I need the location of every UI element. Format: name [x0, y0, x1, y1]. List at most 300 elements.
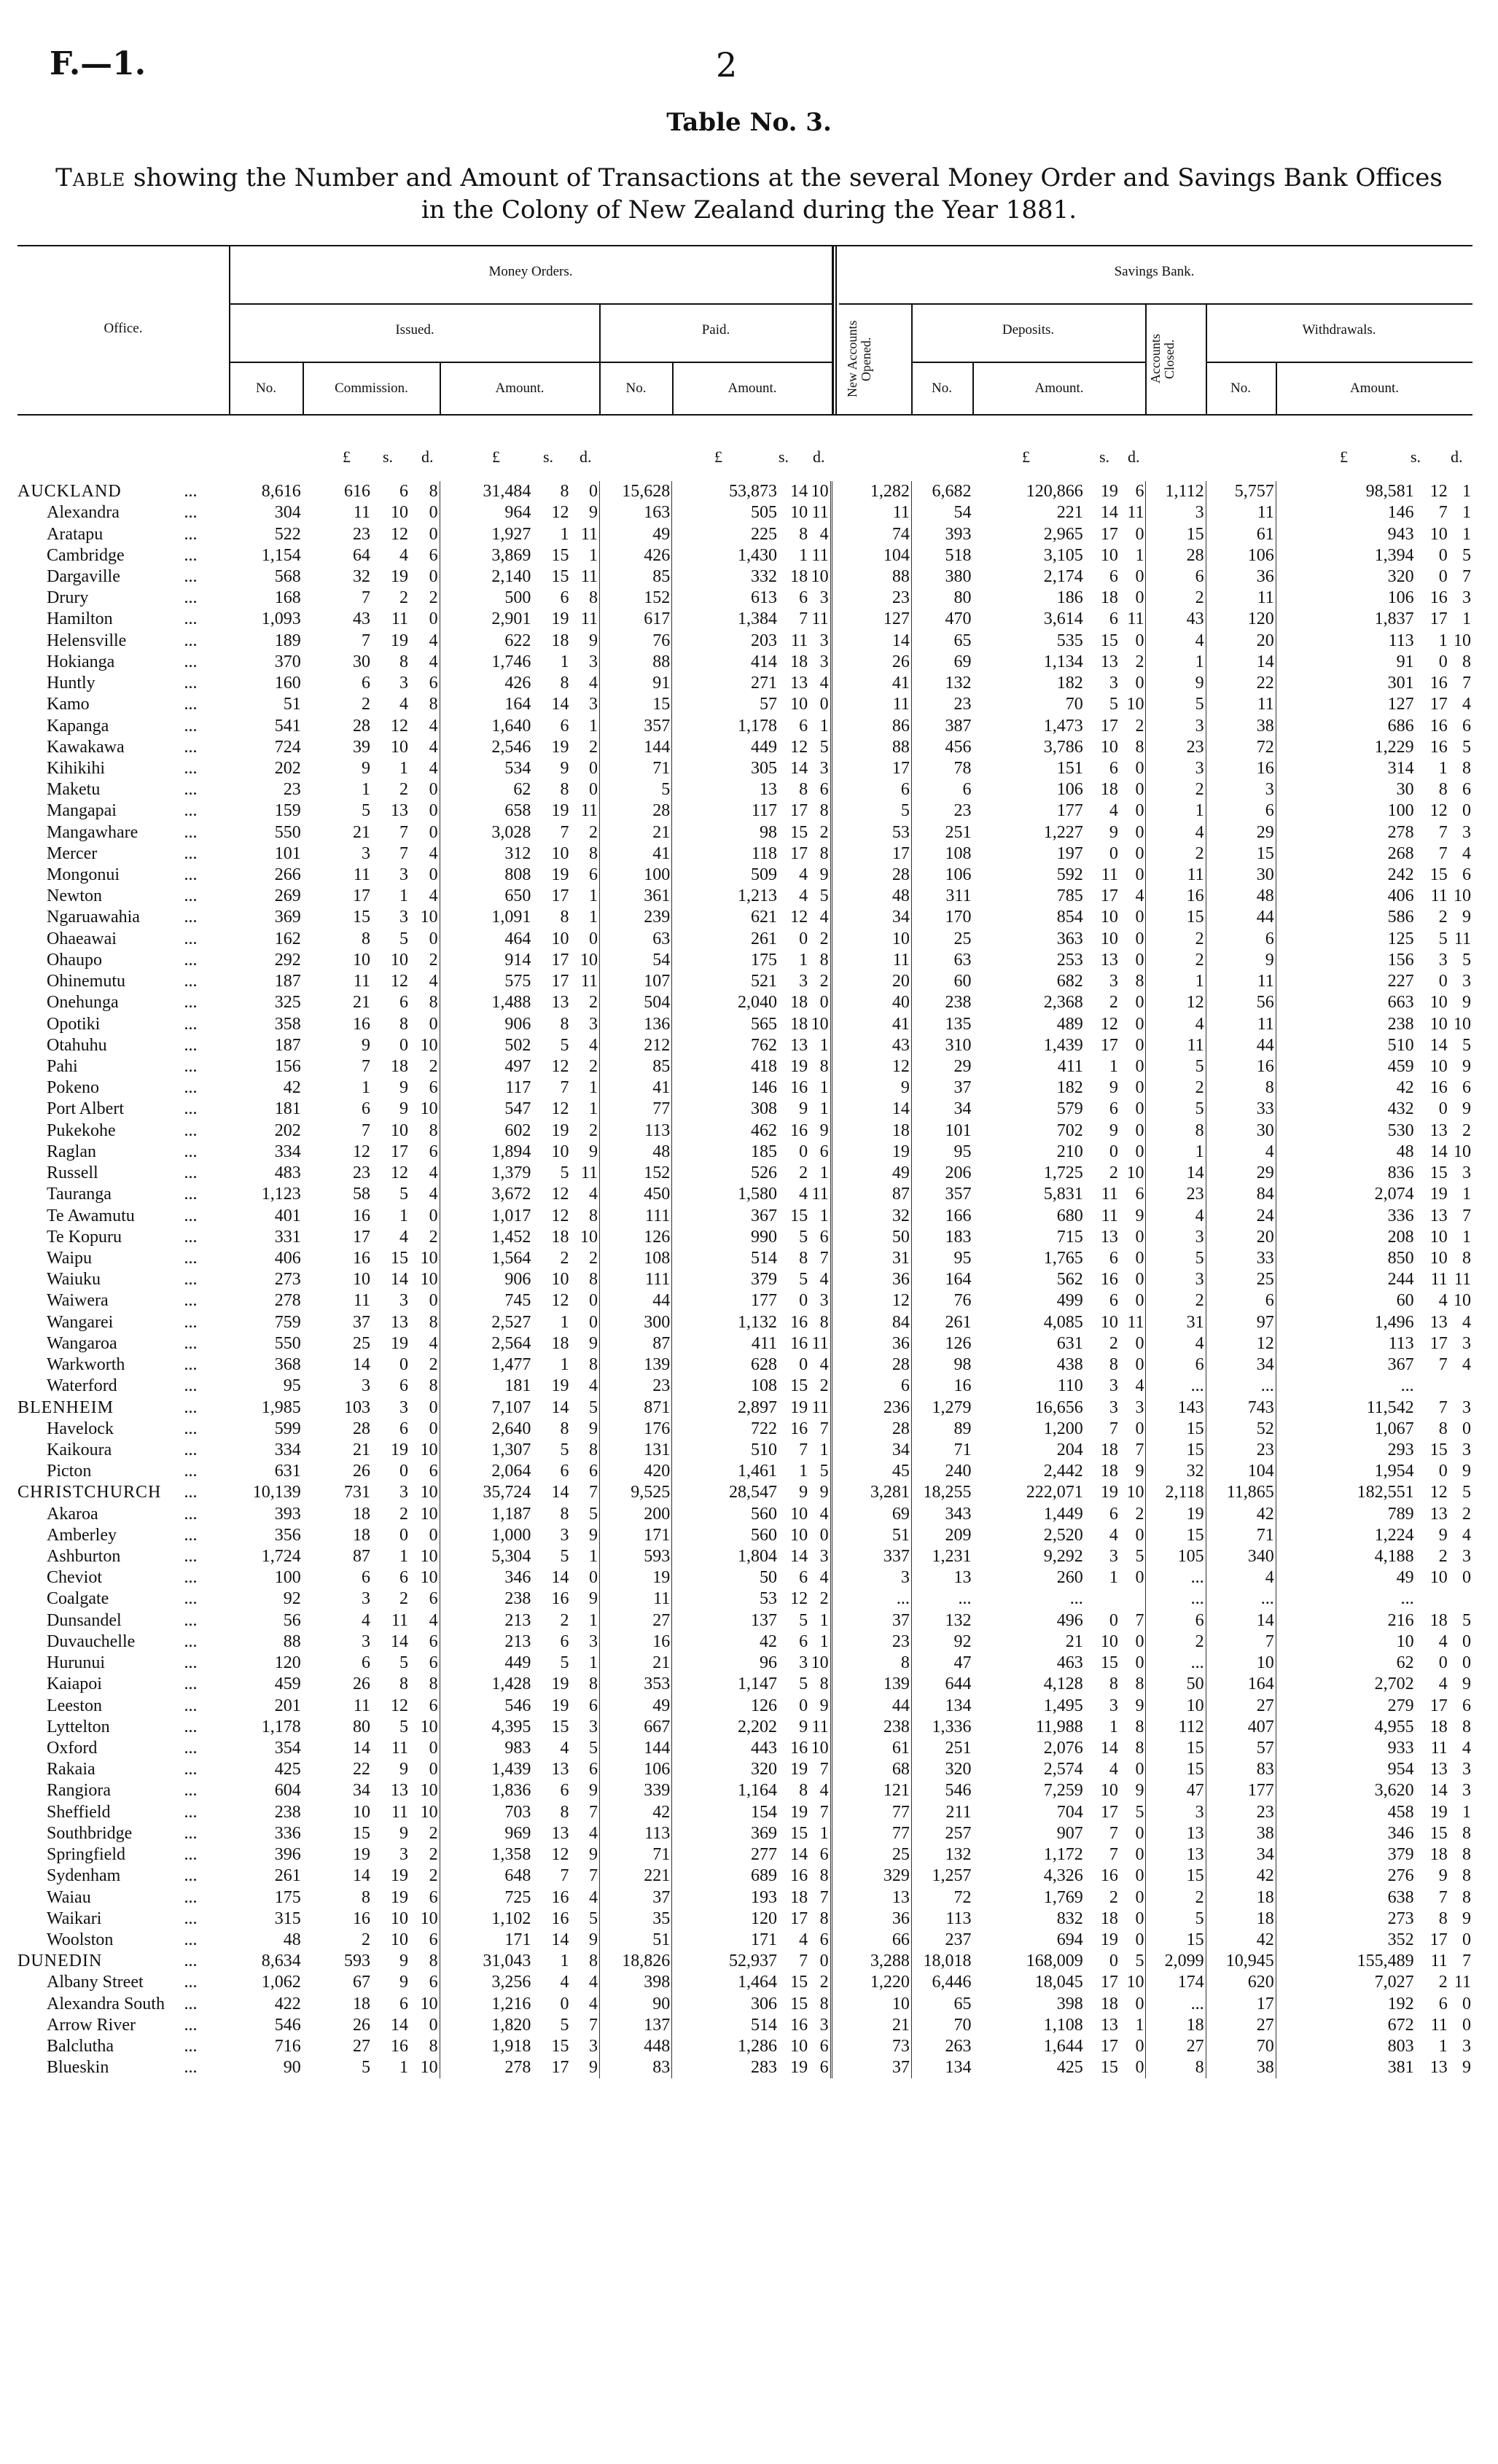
office-name: Hokianga [47, 652, 115, 671]
value-cell: 336 [274, 1823, 301, 1843]
value-cell: 7,107 [491, 1397, 531, 1417]
value-cell: 0 [1462, 1653, 1471, 1673]
office-cell [17, 1823, 179, 1844]
office-name: Onehunga [47, 993, 119, 1013]
value-cell: 1,837 [1374, 609, 1414, 629]
value-cell: 0 [570, 779, 599, 800]
office-name: Ashburton [47, 1547, 121, 1567]
value-cell: 134 [945, 2058, 972, 2078]
office-name: Dunsandel [47, 1610, 122, 1630]
value-cell: 6 [1109, 1504, 1118, 1524]
value-cell: 432 [1387, 1099, 1414, 1119]
value-cell: 9 [399, 1078, 409, 1098]
office-cell [17, 1610, 179, 1631]
value-cell: 4 [570, 1972, 599, 1993]
value-cell: 2 [1146, 588, 1206, 609]
value-cell: 8 [410, 1312, 440, 1333]
value-cell: 1 [560, 524, 569, 544]
value-cell: 15 [600, 694, 672, 715]
value-cell: 10 [410, 1099, 440, 1120]
value-cell: 10 [831, 1994, 911, 2015]
value-cell: 113 [1388, 1333, 1414, 1353]
leader-dots: ... [184, 1057, 198, 1077]
value-cell: 11 [809, 1717, 831, 1738]
value-cell: 8 [1438, 1909, 1448, 1928]
value-cell: 6 [410, 1077, 440, 1099]
value-cell: 8 [831, 1653, 911, 1674]
value-cell: 146 [1387, 503, 1414, 523]
leader-dots: ... [184, 1973, 198, 1992]
value-cell: 1 [1120, 2015, 1146, 2036]
value-cell: 2 [361, 695, 370, 714]
value-cell: 7 [570, 2015, 599, 2036]
value-cell: 1,216 [491, 1994, 531, 2013]
value-cell: 137 [600, 2015, 672, 2036]
office-name: Helensville [47, 631, 127, 650]
value-cell: 2,702 [1374, 1674, 1414, 1694]
value-cell: 60 [953, 972, 972, 991]
value-cell: 3 [799, 972, 808, 991]
value-cell: 41 [600, 843, 672, 865]
unit-pound: £ [714, 448, 722, 466]
value-cell: 90 [600, 1994, 672, 2015]
value-cell: 0 [799, 929, 808, 948]
value-cell: 17 [1100, 886, 1118, 906]
value-cell: 3 [560, 1525, 569, 1545]
value-cell: 95 [953, 1142, 972, 1161]
value-cell: 23 [283, 780, 301, 800]
value-cell: 10 [410, 1994, 440, 2015]
value-cell: 0 [1462, 1419, 1471, 1438]
value-cell: 14 [790, 482, 808, 502]
value-cell: 98 [953, 1355, 972, 1375]
value-cell: 45 [831, 1461, 911, 1482]
value-cell: 547 [504, 1099, 531, 1119]
value-cell: 0 [1120, 1056, 1146, 1077]
value-cell: 0 [1120, 1035, 1146, 1056]
value-cell: 1 [1462, 482, 1471, 502]
value-cell: 575 [504, 972, 531, 991]
value-cell: 628 [751, 1355, 777, 1375]
value-cell: 8 [410, 694, 440, 715]
value-cell: 379 [751, 1270, 777, 1290]
value-cell: 0 [809, 1525, 831, 1546]
leader-dots: ... [184, 886, 198, 906]
value-cell: 14 [551, 1568, 569, 1588]
office-cell [17, 2036, 179, 2057]
value-cell: 5 [1146, 1099, 1206, 1120]
table-row [17, 1844, 1472, 1865]
value-cell: 273 [274, 1270, 301, 1290]
leader-dots: ... [184, 1674, 198, 1694]
value-cell: 10 [1206, 1653, 1276, 1674]
value-cell: 34 [352, 1781, 370, 1801]
value-cell: 4 [809, 1780, 831, 1801]
value-cell: 1 [1462, 1802, 1471, 1822]
value-cell: 1 [809, 1205, 831, 1226]
value-cell: 489 [1056, 1014, 1083, 1034]
value-cell: 14 [1206, 652, 1276, 673]
value-cell: 28,547 [729, 1483, 777, 1502]
table-row [17, 1142, 1472, 1163]
office-name: AUCKLAND [17, 482, 122, 502]
value-cell: 367 [1387, 1355, 1414, 1375]
value-cell: 17 [391, 1142, 409, 1161]
value-cell: 0 [1120, 907, 1146, 928]
value-cell: 0 [1438, 1462, 1448, 1481]
value-cell: 19 [831, 1142, 911, 1163]
value-cell: 77 [831, 1823, 911, 1844]
transactions-table [17, 481, 1472, 2078]
value-cell: 9 [1462, 1057, 1471, 1077]
value-cell: 459 [1387, 1057, 1414, 1077]
value-cell: 210 [1056, 1142, 1083, 1161]
office-name: Tauranga [47, 1185, 112, 1204]
value-cell: 1,229 [1374, 737, 1414, 757]
value-cell: 6 [799, 588, 808, 608]
table-number: Table No. 3. [666, 108, 832, 137]
value-cell: 11 [1206, 971, 1276, 992]
value-cell: 6 [1206, 800, 1276, 822]
office-name: Dargaville [47, 566, 120, 586]
table-row [17, 907, 1472, 928]
value-cell: 7 [560, 1866, 569, 1886]
value-cell: 0 [1120, 1269, 1146, 1290]
office-cell [17, 1248, 179, 1269]
value-cell: 6 [809, 779, 831, 800]
office-name: Rangiora [47, 1781, 111, 1801]
value-cell: 117 [505, 1078, 531, 1098]
value-cell: 92 [953, 1631, 972, 1651]
value-cell: 470 [945, 609, 972, 629]
value-cell: 3 [809, 1546, 831, 1567]
value-cell: 89 [953, 1419, 972, 1438]
value-cell: 60 [1396, 1291, 1414, 1311]
value-cell: 4 [560, 1973, 569, 1992]
value-cell: 0 [410, 523, 440, 545]
value-cell: 9 [570, 631, 599, 652]
value-cell: 41 [600, 1077, 672, 1099]
table-row [17, 1780, 1472, 1801]
value-cell: 84 [1206, 1184, 1276, 1205]
value-cell: 3 [1146, 1269, 1206, 1290]
value-cell: 197 [1056, 843, 1083, 863]
office-name: Springfield [47, 1845, 125, 1865]
value-cell: 10 [790, 1504, 808, 1524]
value-cell: 61 [831, 1738, 911, 1759]
value-cell: 88 [600, 652, 672, 673]
value-cell: 34 [953, 1099, 972, 1119]
col-paid-no: No. [625, 381, 647, 396]
value-cell: 0 [410, 1397, 440, 1418]
unit-shilling: s. [543, 448, 554, 466]
value-cell: 163 [600, 502, 672, 523]
money-orders-underline [230, 303, 832, 305]
col-issued-amount: Amount. [495, 381, 545, 396]
table-row [17, 1227, 1472, 1248]
value-cell: 448 [600, 2036, 672, 2057]
value-cell: 51 [283, 695, 301, 714]
value-cell: 381 [1387, 2058, 1414, 2078]
value-cell: 9 [1438, 1866, 1448, 1886]
value-cell: 2,897 [738, 1397, 777, 1417]
value-cell: 565 [751, 1014, 777, 1034]
value-cell: 17 [831, 843, 911, 865]
value-cell: 0 [410, 822, 440, 843]
value-cell: 9 [570, 1419, 599, 1440]
office-name: Blueskin [47, 2058, 109, 2078]
leader-dots: ... [184, 822, 198, 842]
value-cell: 47 [1146, 1780, 1206, 1801]
value-cell: 0 [1120, 1290, 1146, 1311]
value-cell: 26 [831, 652, 911, 673]
value-cell: 0 [560, 1994, 569, 2013]
value-cell: 174 [1146, 1972, 1206, 1993]
value-cell: 209 [945, 1525, 972, 1545]
value-cell: 1 [1438, 2037, 1448, 2056]
value-cell: 16 [790, 1866, 808, 1886]
table-row [17, 2015, 1472, 2036]
value-cell: 177 [751, 1291, 777, 1311]
office-name: Lyttelton [47, 1717, 110, 1736]
issued-underline [230, 362, 600, 363]
value-cell: 1 [560, 652, 569, 671]
unit-shilling: s. [383, 448, 394, 466]
value-cell: 4,085 [1043, 1312, 1083, 1332]
value-cell: 11 [1454, 1973, 1471, 1992]
value-cell: 3 [399, 1291, 409, 1311]
title-lead: Table [55, 163, 126, 192]
value-cell: 3 [570, 1631, 599, 1653]
office-name: Drury [47, 588, 89, 608]
value-cell: 10 [410, 1567, 440, 1588]
value-cell: 0 [570, 758, 599, 779]
value-cell: 42 [600, 1802, 672, 1823]
value-cell: 221 [600, 1865, 672, 1887]
value-cell: 19 [551, 865, 569, 885]
value-cell: 113 [945, 1909, 972, 1928]
value-cell: 20 [831, 971, 911, 992]
value-cell: 4 [799, 1185, 808, 1204]
value-cell: 497 [504, 1057, 531, 1077]
value-cell: 11,988 [1035, 1717, 1083, 1736]
office-cell [17, 1717, 179, 1738]
value-cell: 7 [361, 1057, 370, 1077]
value-cell: 0 [799, 1142, 808, 1161]
value-cell: 1,227 [1043, 822, 1083, 842]
value-cell: 16 [352, 1014, 370, 1034]
header-divider [1206, 305, 1207, 416]
table-row [17, 1738, 1472, 1759]
value-cell: 170 [945, 908, 972, 927]
value-cell: 19 [790, 2058, 808, 2078]
value-cell: 132 [945, 1845, 972, 1865]
value-cell: 10 [391, 503, 409, 523]
table-row [17, 1674, 1472, 1695]
value-cell: 283 [751, 2058, 777, 2078]
value-cell: 15 [551, 545, 569, 565]
leader-dots: ... [184, 1397, 198, 1417]
value-cell: 57 [760, 695, 777, 714]
value-cell: 3 [570, 694, 599, 715]
value-cell: 4 [1206, 1567, 1276, 1588]
value-cell: 101 [274, 843, 301, 863]
value-cell: 30 [1206, 865, 1276, 886]
value-cell: 3 [399, 1483, 409, 1502]
value-cell: 48 [283, 1930, 301, 1949]
header-bottom-rule [17, 414, 1472, 416]
value-cell: 185 [751, 1142, 777, 1161]
value-cell: 181 [504, 1376, 531, 1396]
value-cell: 18,045 [1034, 1973, 1083, 1992]
value-cell: 21 [352, 822, 370, 842]
value-cell: 12 [1206, 1333, 1276, 1354]
value-cell: 808 [504, 865, 531, 885]
value-cell: 743 [1206, 1397, 1276, 1418]
value-cell: 6 [809, 1844, 831, 1865]
value-cell: 4 [570, 1823, 599, 1844]
value-cell: 8 [809, 1674, 831, 1695]
value-cell: 152 [600, 588, 672, 609]
value-cell: 4 [410, 843, 440, 865]
value-cell: 680 [1056, 1206, 1083, 1225]
office-cell [17, 1205, 179, 1226]
value-cell: 8 [399, 1014, 409, 1034]
value-cell: 8 [799, 524, 808, 544]
value-cell: 6 [1462, 780, 1471, 800]
value-cell: 592 [1056, 865, 1083, 885]
table-row [17, 1333, 1472, 1354]
value-cell: 483 [274, 1163, 301, 1183]
leader-dots: ... [184, 737, 198, 757]
value-cell: 10 [1146, 1695, 1206, 1716]
value-cell: 15 [790, 1994, 808, 2013]
value-cell: 11 [353, 503, 370, 523]
value-cell: 2,640 [491, 1419, 531, 1438]
value-cell: 16 [1429, 588, 1448, 608]
value-cell: 4 [570, 1887, 599, 1908]
value-cell: 227 [1387, 972, 1414, 991]
value-cell: 175 [751, 950, 777, 970]
value-cell: 1 [809, 1440, 831, 1461]
value-cell: 6 [410, 1930, 440, 1951]
value-cell: 125 [1387, 929, 1414, 948]
value-cell: 510 [751, 1440, 777, 1459]
value-cell: 10 [551, 929, 569, 948]
value-cell: 0 [1120, 1844, 1146, 1865]
value-cell: 7 [1462, 566, 1471, 586]
leader-dots: ... [184, 950, 198, 970]
value-cell: 2 [410, 950, 440, 971]
leader-dots: ... [184, 1653, 198, 1673]
table-row [17, 1823, 1472, 1844]
value-cell: 11 [1430, 886, 1448, 906]
value-cell: 2 [1146, 1290, 1206, 1311]
value-cell: 9 [570, 502, 599, 523]
value-cell: 18 [352, 1504, 370, 1524]
value-cell: 2 [1146, 1077, 1206, 1099]
col-savings-bank: Savings Bank. [1114, 264, 1195, 279]
office-cell [17, 1951, 179, 1972]
value-cell: 62 [513, 780, 531, 800]
value-cell: 13 [1429, 1312, 1448, 1332]
office-cell [17, 1056, 179, 1077]
value-cell: 15 [1100, 631, 1118, 650]
value-cell: 131 [600, 1440, 672, 1461]
value-cell: 1 [399, 1206, 409, 1225]
leader-dots: ... [184, 929, 198, 948]
office-cell [17, 1461, 179, 1482]
value-cell: 23 [1206, 1802, 1276, 1823]
value-cell: 1 [809, 715, 831, 736]
value-cell: 16 [790, 1312, 808, 1332]
value-cell: 10 [551, 1270, 569, 1290]
value-cell: 0 [1120, 566, 1146, 588]
value-cell: 1,820 [491, 2015, 531, 2035]
value-cell: 108 [600, 1248, 672, 1269]
value-cell: 14 [551, 1483, 569, 1502]
value-cell: 505 [751, 503, 777, 523]
value-cell: 213 [504, 1610, 531, 1630]
value-cell: 6 [361, 674, 370, 693]
value-cell: 7 [361, 588, 370, 608]
header-divider [599, 305, 601, 416]
value-cell: 7,027 [1374, 1973, 1414, 1992]
value-cell: 236 [831, 1397, 911, 1418]
value-cell: 4 [1120, 886, 1146, 907]
value-cell: 3 [399, 908, 409, 927]
value-cell: 28 [1146, 545, 1206, 566]
value-cell: 15 [1146, 1738, 1206, 1759]
leader-dots: ... [184, 1589, 198, 1609]
office-name: Kawakawa [47, 737, 125, 757]
value-cell: 17 [352, 886, 370, 906]
value-cell: 3 [1146, 502, 1206, 523]
value-cell: 86 [831, 715, 911, 736]
value-cell: 1 [809, 1610, 831, 1631]
value-cell: 672 [1387, 2015, 1414, 2035]
value-cell: 10 [391, 1930, 409, 1949]
value-cell: 1 [809, 1163, 831, 1184]
value-cell: 12 [551, 1057, 569, 1077]
value-cell: 3 [1438, 950, 1448, 970]
value-cell: 251 [945, 1739, 972, 1758]
value-cell: 76 [600, 631, 672, 652]
value-cell: 8 [809, 843, 831, 865]
value-cell: 17 [551, 886, 569, 906]
value-cell: 1,224 [1374, 1525, 1414, 1545]
value-cell: 0 [1120, 1077, 1146, 1099]
value-cell: 9 [570, 1844, 599, 1865]
value-cell: 9 [1109, 1120, 1118, 1140]
leader-dots: ... [184, 1099, 198, 1119]
value-cell: 3 [570, 1013, 599, 1034]
value-cell: 6 [809, 2036, 831, 2057]
value-cell: 11 [1206, 588, 1276, 609]
value-cell: 8 [410, 1120, 440, 1142]
value-cell: 10 [809, 1013, 831, 1034]
office-name: Kamo [47, 695, 90, 714]
value-cell: 450 [600, 1184, 672, 1205]
office-name: Aratapu [47, 524, 104, 544]
value-cell: 2,076 [1043, 1739, 1083, 1758]
value-cell: 10 [1120, 694, 1146, 715]
value-cell: 16 [1429, 737, 1448, 757]
value-cell: 16 [551, 1887, 569, 1907]
value-cell: 2 [560, 1610, 569, 1630]
office-cell [17, 545, 179, 566]
value-cell: 704 [1056, 1802, 1083, 1822]
